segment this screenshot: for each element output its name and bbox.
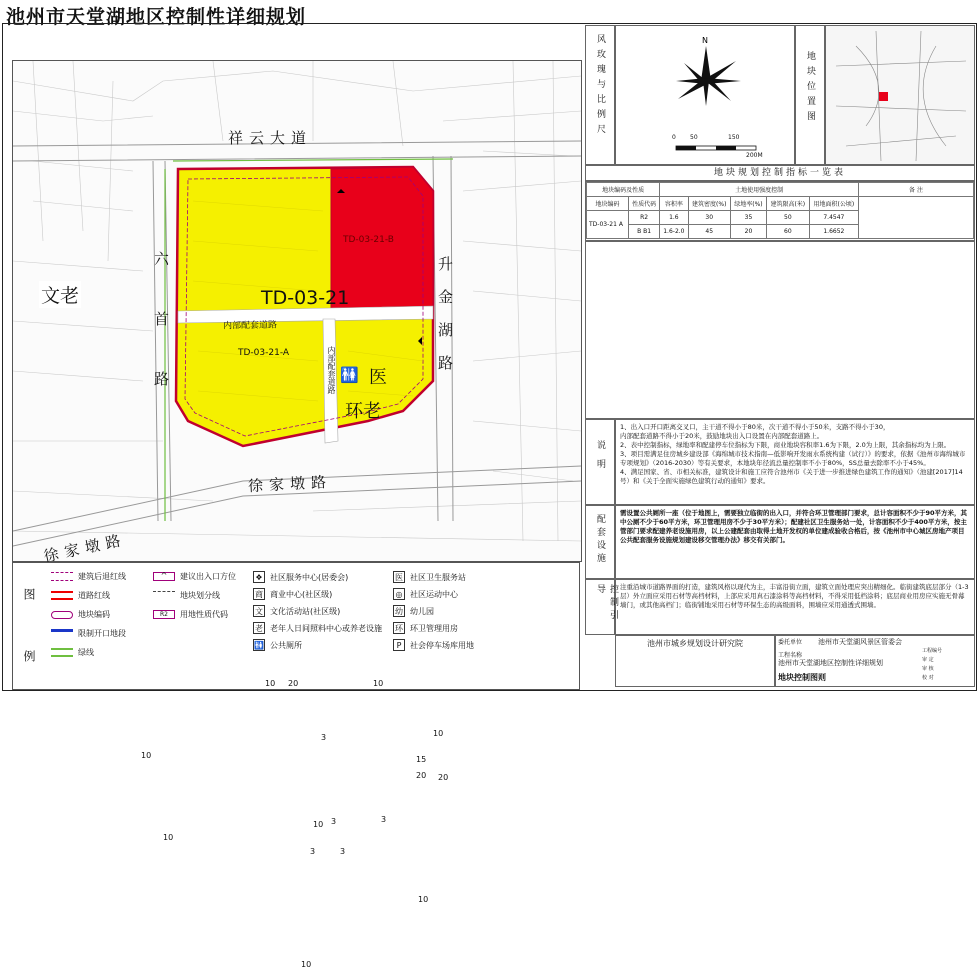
table-cell: 30 (688, 211, 730, 225)
notes-label: 说明 (595, 440, 605, 478)
land-use-code-icon: R2 (153, 610, 175, 619)
guidance-label-cell (585, 579, 618, 635)
location-marker (879, 92, 888, 101)
setback-number: 10 (141, 751, 152, 760)
setback-number: 10 (301, 960, 312, 969)
table-header: 性质代码 (628, 197, 659, 211)
parcel-a-label: TD-03-21-A (238, 348, 290, 358)
table-header: 备 注 (859, 183, 974, 197)
notes-label-cell (585, 419, 615, 505)
legend-item: 地块划分线 (153, 590, 220, 601)
setback-number: 10 (163, 833, 174, 842)
note-line: 4、满足国家、省、市相关标准，建筑设计和施工应符合池州市《关于进一步推进绿色建筑工作的通知》（池建[2017]14号）和《关于全面实施绿色建筑行动的通知》要求。 (620, 468, 963, 485)
table-header: 绿地率(%) (730, 197, 766, 211)
legend-item: 🚻 公共厕所 (254, 640, 302, 650)
inner-road-label-h: 内部配套道路 (222, 320, 278, 332)
note-line: 3、项目需满足住房城乡建设部《海绵城市技术指南—低影响开发雨水系统构建（试行）》的要求，依据《池州市海绵城市专项规划》（2016-2030）等有关要求，本地块年径流总量控制率不小于80%，SS总量去除率不小于45%。 (620, 450, 966, 467)
setback-number: 20 (438, 773, 449, 782)
scale-bar (676, 146, 756, 150)
scale-tick: 150 (728, 134, 740, 141)
table-cell: 1.6 (660, 211, 688, 225)
elderly-care-icon: 老 (255, 624, 263, 633)
commercial-center-icon: 商 (255, 590, 263, 599)
legend-item: 医 社区卫生服务站 (395, 572, 466, 582)
table-cell: 1.6-2.0 (660, 225, 688, 239)
blank-area (585, 241, 975, 419)
location-map[interactable] (825, 25, 975, 165)
health-station-icon: 医 (395, 573, 403, 582)
inner-road-label-v: 内部配套道路 (327, 346, 336, 394)
legend-item: R2 用地性质代码 (153, 609, 228, 620)
table-header: 地块编码 (587, 197, 629, 211)
institute-name: 池州市城乡规划设计研究院 (615, 635, 775, 687)
legend-item: P 社会停车场库用地 (393, 639, 474, 651)
legend-item: ❖ 社区服务中心(居委会) (253, 571, 348, 583)
restricted-opening-icon (51, 629, 73, 638)
setback-line-icon (51, 572, 73, 581)
culture-station-icon: 文 (255, 607, 263, 616)
table-cell: 60 (766, 225, 809, 239)
location-label: 地块位置图 (805, 51, 815, 126)
setback-number: 3 (321, 733, 327, 742)
table-cell: 1.6652 (809, 225, 858, 239)
project-value: 池州市天堂湖地区控制性详细规划 (778, 659, 883, 667)
parcel-code-icon (51, 611, 73, 619)
table-header: 地块编码及性质 (587, 183, 660, 197)
note-line: 1、出入口开口距离交叉口，主干道不得小于80米，次干道不得小于50米，支路不得小于30， (620, 423, 890, 431)
road-label-xiangyun: 祥云大道 (228, 129, 313, 147)
guidance-label: 控制引导 (595, 584, 618, 623)
community-service-icon: ❖ (253, 571, 265, 583)
setback-number: 3 (310, 847, 316, 856)
road-label-liushou: 六首路 (152, 251, 170, 431)
road-label-shengjinhu: 升金湖路 (436, 256, 454, 388)
label-yi: 医 (369, 367, 387, 388)
setback-number: 3 (331, 817, 337, 826)
sign-row: 校 对 (922, 675, 934, 681)
table-header: 建筑限高(米) (766, 197, 809, 211)
entrance-direction-icon: ^ (153, 572, 175, 581)
location-map-svg (826, 26, 974, 164)
public-toilet-icon: 🚻 (254, 641, 264, 650)
sign-row: 审 核 (922, 666, 934, 672)
setback-number: 10 (265, 679, 276, 688)
drawing-label: 地块控制图则 (778, 673, 826, 682)
legend-item: 地块编码 (51, 609, 110, 620)
table-cell: 20 (730, 225, 766, 239)
kindergarten-icon: 幼 (395, 607, 403, 616)
indicator-table-cell (585, 181, 975, 241)
facility-label: 配套设施 (595, 514, 605, 566)
sign-rows (922, 647, 942, 683)
road-label-xujiadun-inner: 徐家墩路 (247, 472, 333, 496)
legend-item: 幼 幼儿园 (395, 606, 434, 616)
right-panel (585, 25, 975, 689)
table-cell: 50 (766, 211, 809, 225)
setback-number: 20 (416, 771, 427, 780)
legend (12, 562, 580, 690)
wind-rose-icon (616, 26, 794, 164)
setback-number: 3 (381, 815, 387, 824)
facility-label-cell (585, 505, 615, 579)
client-label: 委托单位 (778, 639, 803, 646)
setback-number: 15 (416, 755, 427, 764)
setback-number: 10 (433, 729, 444, 738)
legend-item: 限制开口地段 (51, 628, 126, 639)
facility-text: 需设置公共厕所一座（位于地图上，需要独立临街的出入口，并符合环卫管理部门要求，总计容面积不少于90平方米，其中公厕不少于60平方米，环卫管理用房不少于30平方米）；配建社区卫生服务站一处，计容面积不少于400平方米，按主管部门要求配建养老设施用房，以上公建配套由取得土地开发权的单位建成验收合格后，按《池州市中心城区房地产项目公共配套服务设施规划建设移交管理办法》移交有关部门。 (615, 505, 975, 579)
compass-cell (615, 25, 795, 165)
table-cell: TD-03-21 A (587, 211, 629, 239)
scale-tick: 0 (672, 134, 676, 141)
setback-number: 10 (373, 679, 384, 688)
public-toilet-icon: 🚻 (340, 366, 359, 384)
parking-icon: P (393, 639, 405, 651)
label-wenlao: 文老 (39, 281, 81, 308)
green-line-icon (51, 648, 73, 657)
page-title: 池州市天堂湖地区控制性详细规划 (6, 6, 307, 28)
setback-number: 10 (313, 820, 324, 829)
svg-text:N: N (702, 36, 708, 45)
notes-text (615, 419, 975, 505)
legend-item: 道路红线 (51, 590, 110, 601)
client-value: 池州市天堂湖风景区管委会 (818, 638, 902, 646)
table-header: 建筑密度(%) (688, 197, 730, 211)
table-cell: 45 (688, 225, 730, 239)
legend-item: ^ 建议出入口方位 (153, 571, 236, 582)
table-cell: 35 (730, 211, 766, 225)
title-block (775, 635, 975, 687)
project-label: 工程名称 (778, 652, 803, 659)
table-header: 用地面积(公顷) (809, 197, 858, 211)
scale-tick: 200M (746, 152, 763, 159)
note-line: 2、表中控制指标，绿地率和配建停车位指标为下限，商业地块容积率1.6为下限，2.0为上限，其余指标均为上限。 (620, 441, 951, 449)
legend-heading: 图 例 (22, 588, 36, 680)
sanitation-icon: 环 (395, 624, 403, 633)
legend-item: 老 老年人日间照料中心或养老设施 (255, 623, 382, 633)
legend-item: 环 环卫管理用房 (395, 623, 458, 633)
legend-item: 文 文化活动站(社区级) (255, 606, 341, 616)
note-line: 内部配套道路不得小于20米，鼓励地块出入口设置在内部配套道路上。 (620, 432, 824, 440)
sports-center-icon: ◎ (393, 588, 405, 600)
guidance-text: 注重沿城市道路界面的打造，建筑风格以现代为主，丰富沿街立面，建筑立面处理应突出精细化。临街建筑底层部分（1-3层）外立面应采用石材等高档材料，上部应采用真石漆涂料等高档材料，不得采用低档涂料；底层商业用房应实施无骨幕墙门，或其他高档门；临街铺地采用石材等环保生态的高级面料，围墙应采用通透式围墙。 (615, 579, 975, 635)
road-label-xujiadun-outer: 徐家墩路 (42, 530, 129, 566)
legend-item: ◎ 社区运动中心 (393, 588, 458, 600)
block-code-label: TD-03-21 (261, 287, 350, 309)
legend-item: 绿线 (51, 647, 94, 658)
table-cell: 7.4547 (809, 211, 858, 225)
parcel-b-label: TD-03-21-B (343, 235, 394, 245)
table-header: 容积率 (660, 197, 688, 211)
legend-item: 建筑后退红线 (51, 571, 126, 582)
location-label-cell (795, 25, 825, 165)
legend-item: 商 商业中心(社区级) (255, 589, 333, 599)
sign-row: 审 定 (922, 657, 934, 663)
table-header: 土地使用强度控制 (660, 183, 859, 197)
table-title: 地块规划控制指标一览表 (585, 165, 975, 181)
setback-number: 20 (288, 679, 299, 688)
table-cell: B B1 (628, 225, 659, 239)
setback-number: 10 (418, 895, 429, 904)
parcel-division-line-icon (153, 591, 175, 600)
sign-row: 工程编号 (922, 648, 943, 654)
road-red-line-icon (51, 591, 73, 600)
indicator-table (586, 182, 974, 239)
compass-label: 风玫瑰与比例尺 (595, 34, 605, 139)
compass-label-cell (585, 25, 615, 165)
table-cell: R2 (628, 211, 659, 225)
label-huanlao: 环老 (345, 401, 381, 422)
scale-tick: 50 (690, 134, 698, 141)
setback-number: 3 (340, 847, 346, 856)
